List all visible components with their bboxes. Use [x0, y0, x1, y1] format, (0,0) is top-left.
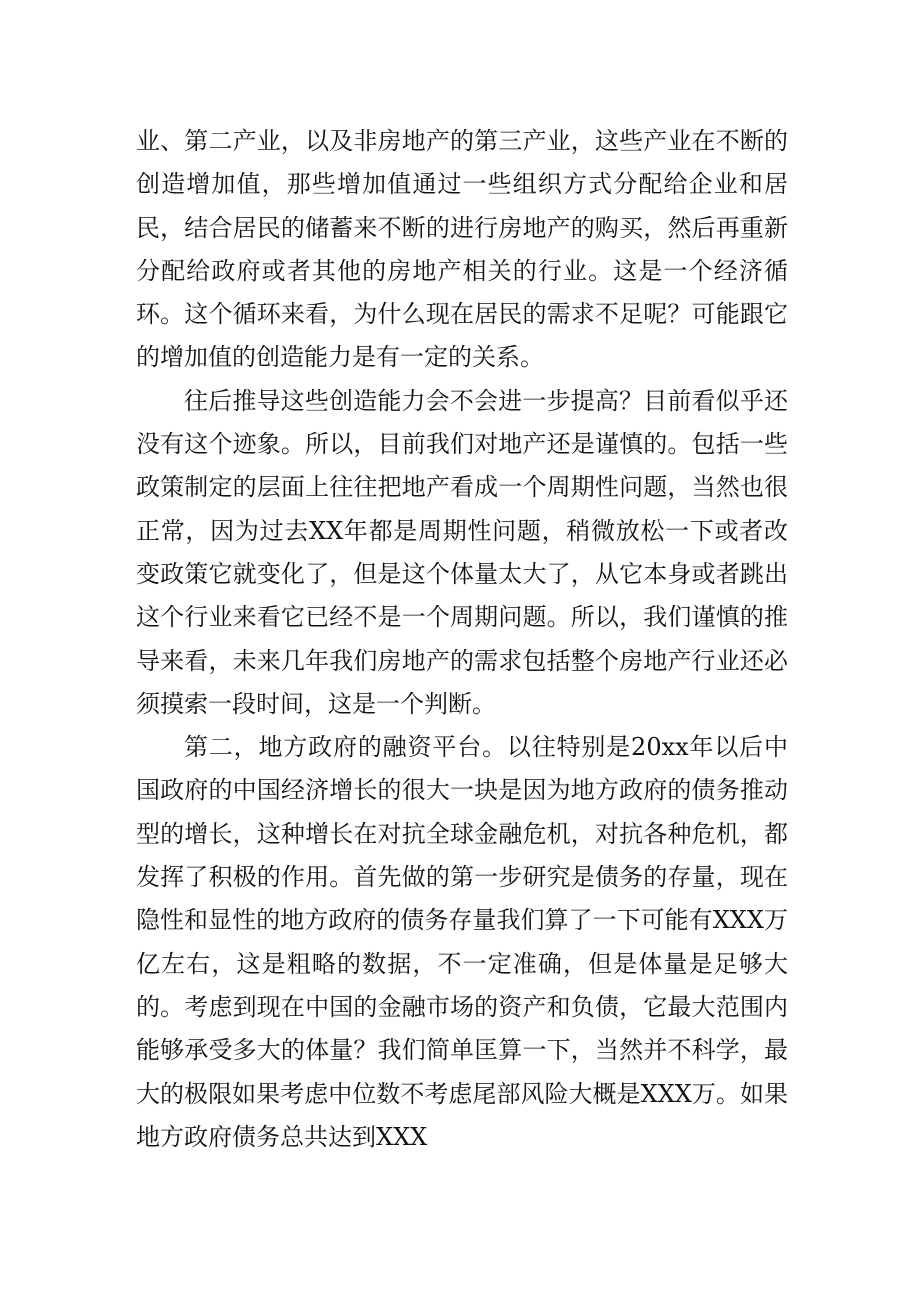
- paragraph-2: 往后推导这些创造能力会不会进一步提高？目前看似乎还没有这个迹象。所以，目前我们对地产还是谨慎的。包括一些政策制定的层面上往往把地产看成一个周期性问题，当然也很正常，因为过去XX年都是周期性问题，稍微放松一下或者改变政策它就变化了，但是这个体量太大了，从它本身或者跳出这个行业来看它已经不是一个周期问题。所以，我们谨慎的推导来看，未来几年我们房地产的需求包括整个房地产行业还必须摸索一段时间，这是一个判断。: [136, 386, 788, 718]
- paragraph-3: 第二，地方政府的融资平台。以往特别是20xx年以后中国政府的中国经济增长的很大一块是因为地方政府的债务推动型的增长，这种增长在对抗全球金融危机，对抗各种危机，都发挥了积极的作用。首先做的第一步研究是债务的存量，现在隐性和显性的地方政府的债务存量我们算了一下可能有XXX万亿左右，这是粗略的数据，不一定准确，但是体量是足够大的。考虑到现在中国的金融市场的资产和负债，它最大范围内能够承受多大的体量？我们简单匡算一下，当然并不科学，最大的极限如果考虑中位数不考虑尾部风险大概是XXX万。如果地方政府债务总共达到XXX: [136, 733, 788, 1151]
- paragraph-1: 业、第二产业，以及非房地产的第三产业，这些产业在不断的创造增加值，那些增加值通过一些组织方式分配给企业和居民，结合居民的储蓄来不断的进行房地产的购买，然后再重新分配给政府或者其他的房地产相关的行业。这是一个经济循环。这个循环来看，为什么现在居民的需求不足呢？可能跟它的增加值的创造能力是有一定的关系。: [136, 127, 788, 372]
- document-page: [136, 120, 788, 1159]
